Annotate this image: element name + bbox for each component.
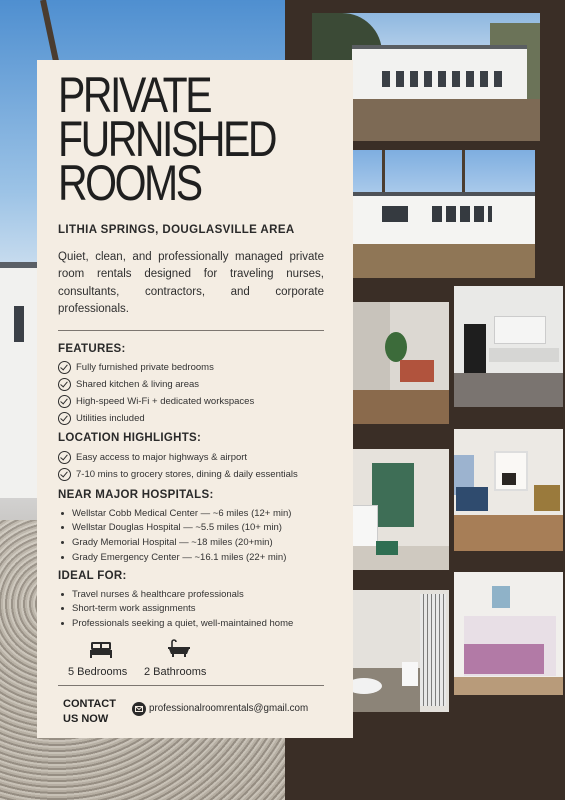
list-item: Utilities included <box>58 410 254 427</box>
bed-icon <box>89 640 113 658</box>
title-line-2: FURNISHED <box>58 111 276 167</box>
ideal-list <box>61 587 293 631</box>
list-item: Wellstar Cobb Medical Center — ~6 miles (12+ min) <box>61 506 291 521</box>
photo-house-exterior-front <box>352 150 535 278</box>
title-line-1: PRIVATE <box>58 67 211 123</box>
list-item: Shared kitchen & living areas <box>58 376 254 393</box>
list-item: Wellstar Douglas Hospital — ~5.5 miles (10+ min) <box>61 521 291 536</box>
features-heading: FEATURES: <box>58 343 126 355</box>
location-subtitle: LITHIA SPRINGS, DOUGLASVILLE AREA <box>58 224 295 236</box>
mail-icon <box>132 702 146 716</box>
bathroom-count: 2 Bathrooms <box>144 666 207 678</box>
location-list <box>58 449 298 483</box>
check-circle-icon <box>58 361 71 374</box>
check-circle-icon <box>58 412 71 425</box>
bedroom-count: 5 Bedrooms <box>68 666 128 678</box>
photo-living-workspace <box>340 302 449 424</box>
location-heading: LOCATION HIGHLIGHTS: <box>58 432 202 444</box>
hospitals-heading: NEAR MAJOR HOSPITALS: <box>58 489 214 501</box>
contact-email[interactable]: professionalroomrentals@gmail.com <box>149 703 309 714</box>
check-circle-icon <box>58 395 71 408</box>
list-item: Short-term work assignments <box>61 602 293 617</box>
check-circle-icon <box>58 468 71 481</box>
page-title <box>58 67 296 211</box>
list-item: Travel nurses & healthcare professionals <box>61 587 293 602</box>
list-item: Grady Memorial Hospital — ~18 miles (20+min) <box>61 535 291 550</box>
contact-label: CONTACT US NOW <box>63 698 116 725</box>
check-circle-icon <box>58 378 71 391</box>
info-panel <box>37 60 353 738</box>
hospitals-list <box>61 506 291 564</box>
list-item: Fully furnished private bedrooms <box>58 359 254 376</box>
list-item: High-speed Wi-Fi + dedicated workspaces <box>58 393 254 410</box>
photo-bedroom <box>454 572 563 695</box>
list-item: Grady Emergency Center — ~16.1 miles (22+ min) <box>61 550 291 565</box>
list-item: Easy access to major highways & airport <box>58 449 298 466</box>
ideal-heading: IDEAL FOR: <box>58 570 127 582</box>
intro-paragraph: Quiet, clean, and professionally managed private room rentals designed for traveling nurses, consultants, contractors, and corporate professionals. <box>58 251 324 316</box>
bathtub-icon <box>167 638 191 658</box>
photo-bathroom-sink <box>340 590 449 712</box>
check-circle-icon <box>58 451 71 464</box>
title-line-3: ROOMS <box>58 155 201 211</box>
photo-kitchen <box>454 286 563 407</box>
divider <box>58 685 324 686</box>
photo-bathroom-vanity <box>340 449 449 570</box>
divider <box>58 330 324 331</box>
features-list <box>58 359 254 427</box>
list-item: Professionals seeking a quiet, well-maintained home <box>61 616 293 631</box>
photo-living-room-fireplace <box>454 429 563 551</box>
list-item: 7-10 mins to grocery stores, dining & daily essentials <box>58 466 298 483</box>
